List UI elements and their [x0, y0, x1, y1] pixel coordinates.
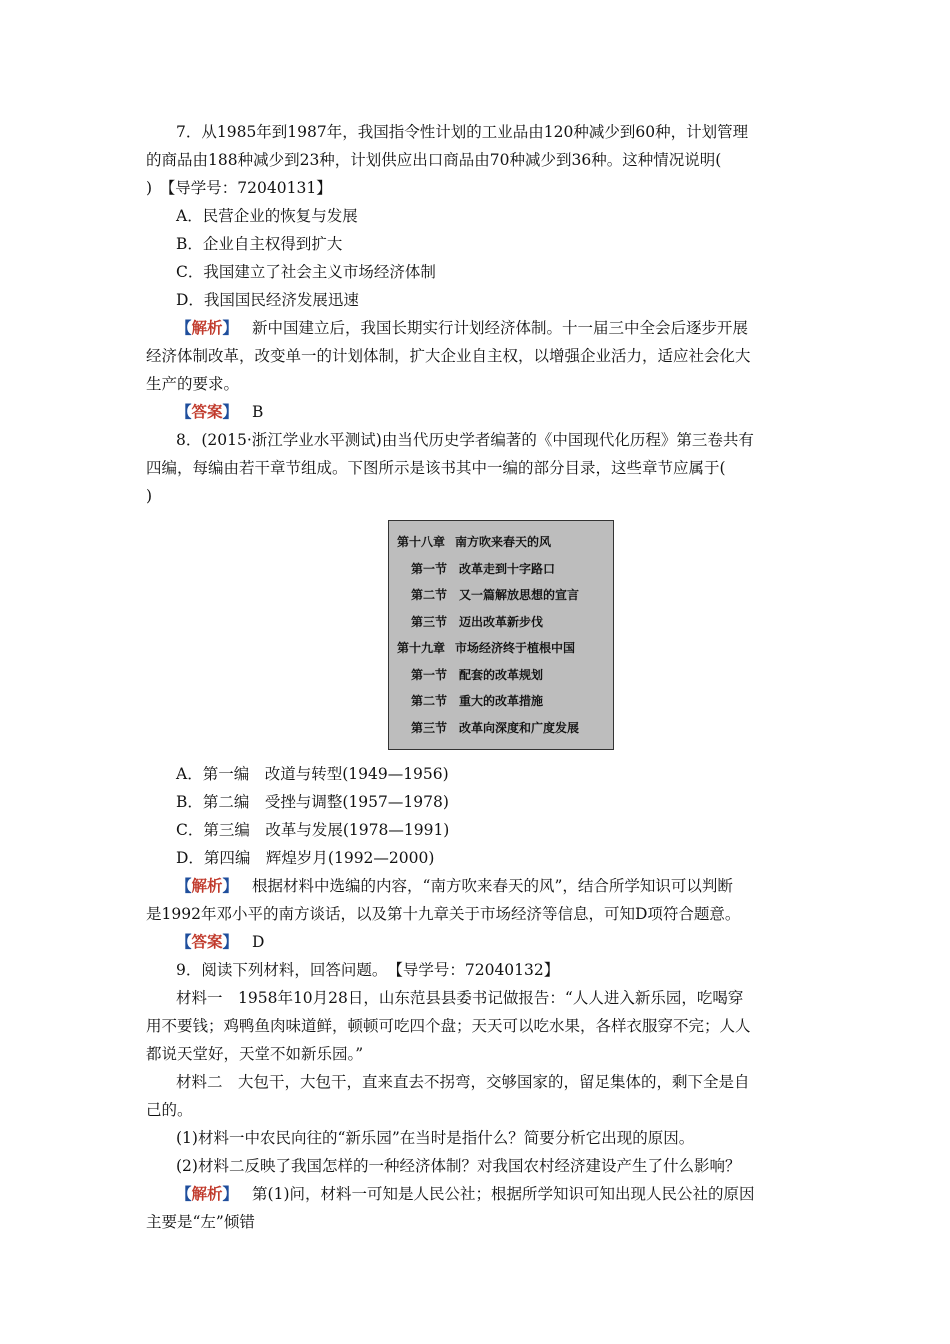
q9-analysis-line2: 主要是“左”倾错 — [146, 1213, 255, 1231]
q8-analysis-line1: 【解析】 根据材料中选编的内容，“南方吹来春天的风”，结合所学知识可以判断 — [176, 876, 733, 895]
toc-row: 第十八章 南方吹来春天的风 — [397, 535, 552, 549]
q7-analysis-line2: 经济体制改革，改变单一的计划体制，扩大企业自主权，以增强企业活力，适应社会化大 — [146, 347, 751, 365]
q8-option-a: A．第一编 改道与转型(1949—1956) — [176, 765, 449, 783]
q9-subquestion-2: (2)材料二反映了我国怎样的一种经济体制？对我国农村经济建设产生了什么影响？ — [176, 1157, 741, 1175]
analysis-tag: 【解析】 — [176, 1184, 239, 1203]
toc-row: 第二节 又一篇解放思想的宣言 — [411, 588, 580, 602]
q9-subquestion-1: (1)材料一中农民向往的“新乐园”在当时是指什么？简要分析它出现的原因。 — [176, 1129, 695, 1147]
q8-stem-line3: ) — [146, 487, 153, 505]
q8-option-b: B．第二编 受挫与调整(1957—1978) — [176, 793, 449, 811]
toc-row: 第十九章 市场经济终于植根中国 — [397, 641, 576, 655]
q9-material1-line2: 用不要钱；鸡鸭鱼肉味道鲜，顿顿可吃四个盘；天天可以吃水果，各样衣服穿不完；人人 — [146, 1017, 751, 1035]
document-body — [146, 118, 810, 1236]
q7-stem-line3: ) 【导学号：72040131】 — [146, 179, 332, 197]
q9-material1-line3: 都说天堂好，天堂不如新乐园。” — [146, 1045, 364, 1063]
q8-option-c: C．第三编 改革与发展(1978—1991) — [176, 821, 450, 839]
q8-stem-line2: 四编，每编由若干章节组成。下图所示是该书其中一编的部分目录，这些章节应属于( — [146, 459, 726, 477]
toc-row: 第二节 重大的改革措施 — [411, 694, 544, 708]
table-of-contents-figure — [388, 520, 614, 750]
toc-row: 第三节 迈出改革新步伐 — [411, 614, 544, 629]
q8-answer: 【答案】 D — [176, 932, 265, 951]
q7-answer: 【答案】 B — [176, 402, 264, 421]
q8-stem-line1: 8．(2015·浙江学业水平测试)由当代历史学者编著的《中国现代化历程》第三卷共有 — [176, 431, 754, 449]
q7-analysis-line1: 【解析】 新中国建立后，我国长期实行计划经济体制。十一届三中全会后逐步开展 — [176, 318, 749, 337]
toc-row: 第三节 改革向深度和广度发展 — [411, 720, 580, 735]
q8-option-d: D．第四编 辉煌岁月(1992—2000) — [176, 849, 435, 867]
q9-material2-line2: 己的。 — [146, 1101, 193, 1119]
toc-row: 第一节 配套的改革规划 — [411, 667, 544, 682]
q7-option-c: C．我国建立了社会主义市场经济体制 — [176, 263, 436, 281]
toc-row: 第一节 改革走到十字路口 — [411, 561, 556, 576]
analysis-tag: 【解析】 — [176, 318, 239, 337]
q7-analysis-line3: 生产的要求。 — [146, 375, 240, 393]
q7-option-a: A．民营企业的恢复与发展 — [176, 207, 358, 225]
answer-tag: 【答案】 — [176, 402, 239, 421]
analysis-tag: 【解析】 — [176, 876, 239, 895]
q9-stem: 9．阅读下列材料，回答问题。 【导学号：72040132】 — [176, 961, 560, 979]
q9-material1-line1: 材料一 1958年10月28日，山东范县县委书记做报告：“人人进入新乐园，吃喝穿 — [176, 989, 744, 1007]
answer-tag: 【答案】 — [176, 932, 239, 951]
q9-material2-line1: 材料二 大包干，大包干，直来直去不拐弯，交够国家的，留足集体的，剩下全是自 — [176, 1073, 750, 1091]
q8-analysis-line2: 是1992年邓小平的南方谈话，以及第十九章关于市场经济等信息，可知D项符合题意。 — [146, 905, 741, 923]
q7-option-b: B．企业自主权得到扩大 — [176, 235, 343, 253]
q7-stem-line1: 7．从1985年到1987年，我国指令性计划的工业品由120种减少到60种，计划管理 — [176, 123, 749, 141]
q9-analysis-line1: 【解析】 第(1)问，材料一可知是人民公社；根据所学知识可知出现人民公社的原因 — [176, 1184, 755, 1203]
q7-stem-line2: 的商品由188种减少到23种，计划供应出口商品由70种减少到36种。这种情况说明( — [146, 151, 722, 169]
q7-option-d: D．我国国民经济发展迅速 — [176, 291, 359, 309]
